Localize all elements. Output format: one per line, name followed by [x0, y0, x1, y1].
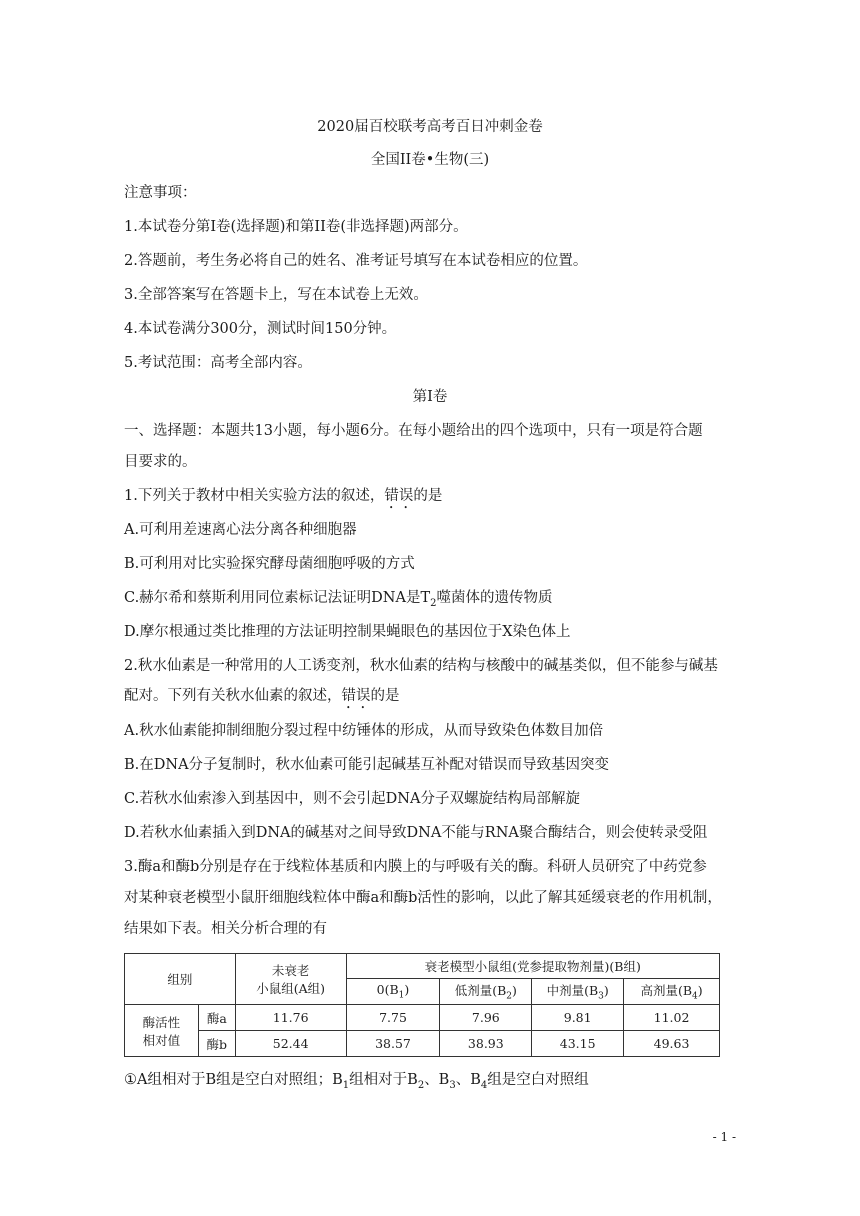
value-cell: 43.15	[532, 1031, 624, 1057]
subscript: 3	[449, 1079, 456, 1091]
exam-title: 2020届百校联考高考百日冲刺金卷	[317, 119, 543, 135]
dose-text: 低剂量(B	[454, 983, 507, 999]
value-cell: 11.02	[624, 1005, 720, 1031]
question-2-stem-cont	[124, 686, 400, 712]
section-intro: 一、选择题：本题共13小题，每小题6分。在每小题给出的四个选项中，只有一项是符合题	[124, 423, 703, 439]
emphasis-text: 错误	[384, 488, 414, 504]
q2-option-c: C.若秋水仙索渗入到基因中，则不会引起DNA分子双螺旋结构局部解旋	[124, 791, 580, 807]
stem-text: 的是	[413, 488, 443, 504]
value-cell: 52.44	[235, 1031, 346, 1057]
subscript: 4	[692, 991, 698, 1002]
stem-text: 1.下列关于教材中相关实验方法的叙述，	[124, 488, 385, 504]
statement-text: 、B	[424, 1072, 450, 1088]
subscript: 3	[598, 991, 604, 1002]
subscript: 2	[417, 1079, 425, 1091]
value-cell: 38.93	[440, 1031, 532, 1057]
notice-item: 1.本试卷分第I卷(选择题)和第II卷(非选择题)两部分。	[124, 219, 468, 235]
group-b-header: 衰老模型小鼠组(党参提取物剂量)(B组)	[346, 954, 719, 979]
dose-text: )	[697, 983, 703, 999]
statement-text: 组相对于B	[349, 1072, 418, 1088]
dose-text: 中剂量(B	[546, 983, 599, 999]
value-cell: 9.81	[532, 1005, 624, 1031]
q1-option-c	[124, 588, 553, 614]
question-3-stem-cont: 结果如下表。相关分析合理的有	[124, 921, 327, 937]
header-line: 未衰老	[271, 963, 310, 978]
option-text: 噬菌体的遗传物质	[436, 590, 553, 606]
emphasis-text: 错误	[341, 688, 371, 704]
label-line: 相对值	[142, 1032, 181, 1048]
notice-item: 5.考试范围：高考全部内容。	[124, 355, 312, 371]
subscript: 2	[506, 991, 513, 1002]
dose-header	[624, 979, 720, 1005]
exam-subtitle: 全国II卷•生物(三)	[370, 152, 490, 168]
page-number: - 1 -	[712, 1130, 736, 1144]
q1-option-d: D.摩尔根通过类比推理的方法证明控制果蝇眼色的基因位于X染色体上	[124, 624, 571, 640]
dose-text: )	[404, 982, 410, 998]
q2-option-b: B.在DNA分子复制时，秋水仙素可能引起碱基互补配对错误而导致基因突变	[124, 757, 610, 773]
enzyme-activity-table	[124, 953, 720, 1057]
value-cell: 38.57	[346, 1031, 440, 1057]
group-header: 组别	[125, 954, 236, 1005]
dose-text: )	[603, 983, 609, 999]
section-intro-cont: 目要求的。	[124, 454, 197, 470]
stem-text: 配对。下列有关秋水仙素的叙述，	[124, 688, 342, 704]
enzyme-name: 酶b	[198, 1031, 235, 1057]
question-3-stem-cont: 对某种衰老模型小鼠肝细胞线粒体中酶a和酶b活性的影响，以此了解其延缓衰老的作用机制，	[124, 890, 722, 906]
dose-text: )	[512, 983, 517, 999]
dose-header	[346, 979, 440, 1005]
notice-item: 2.答题前，考生务必将自己的姓名、准考证号填写在本试卷相应的位置。	[124, 253, 588, 269]
stem-text: 的是	[370, 688, 400, 704]
dose-header	[440, 979, 532, 1005]
dose-text: 0(B	[376, 982, 399, 998]
statement-text: 、B	[455, 1072, 481, 1088]
question-2-stem: 2.秋水仙素是一种常用的人工诱变剂，秋水仙素的结构与核酸中的碱基类似，但不能参与碱基	[124, 658, 718, 674]
subscript: 1	[342, 1079, 350, 1091]
section-title: 第I卷	[412, 389, 448, 405]
value-cell: 7.96	[440, 1005, 532, 1031]
header-line: 小鼠组(A组)	[256, 981, 326, 996]
q2-option-d: D.若秋水仙素插入到DNA的碱基对之间导致DNA不能与RNA聚合酶结合，则会使转录受阻	[124, 825, 708, 841]
option-text: C.赫尔希和蔡斯利用同位素标记法证明DNA是T	[124, 590, 431, 606]
row-label	[125, 1005, 199, 1057]
statement-text: ①A组相对于B组是空白对照组；B	[124, 1072, 343, 1088]
notice-heading: 注意事项：	[124, 185, 197, 201]
q1-option-b: B.可利用对比实验探究酵母菌细胞呼吸的方式	[124, 556, 415, 572]
notice-item: 4.本试卷满分300分，测试时间150分钟。	[124, 321, 397, 337]
value-cell: 7.75	[346, 1005, 440, 1031]
statement-text: 组是空白对照组	[487, 1072, 589, 1088]
question-1-stem	[124, 486, 442, 512]
value-cell: 49.63	[624, 1031, 720, 1057]
subscript: 2	[430, 597, 437, 609]
statement-1	[124, 1070, 589, 1096]
question-3-stem: 3.酶a和酶b分别是存在于线粒体基质和内膜上的与呼吸有关的酶。科研人员研究了中药党参	[124, 859, 707, 875]
notice-item: 3.全部答案写在答题卡上，写在本试卷上无效。	[124, 287, 428, 303]
dose-text: 高剂量(B	[640, 983, 693, 999]
subscript: 1	[398, 990, 405, 1001]
dose-header	[532, 979, 624, 1005]
subscript: 4	[480, 1079, 488, 1091]
q2-option-a: A.秋水仙素能抑制细胞分裂过程中纺锤体的形成，从而导致染色体数目加倍	[124, 723, 604, 739]
value-cell: 11.76	[235, 1005, 346, 1031]
enzyme-name: 酶a	[198, 1005, 235, 1031]
label-line: 酶活性	[142, 1014, 181, 1030]
group-a-header	[235, 954, 346, 1005]
q1-option-a: A.可利用差速离心法分离各种细胞器	[124, 522, 357, 538]
